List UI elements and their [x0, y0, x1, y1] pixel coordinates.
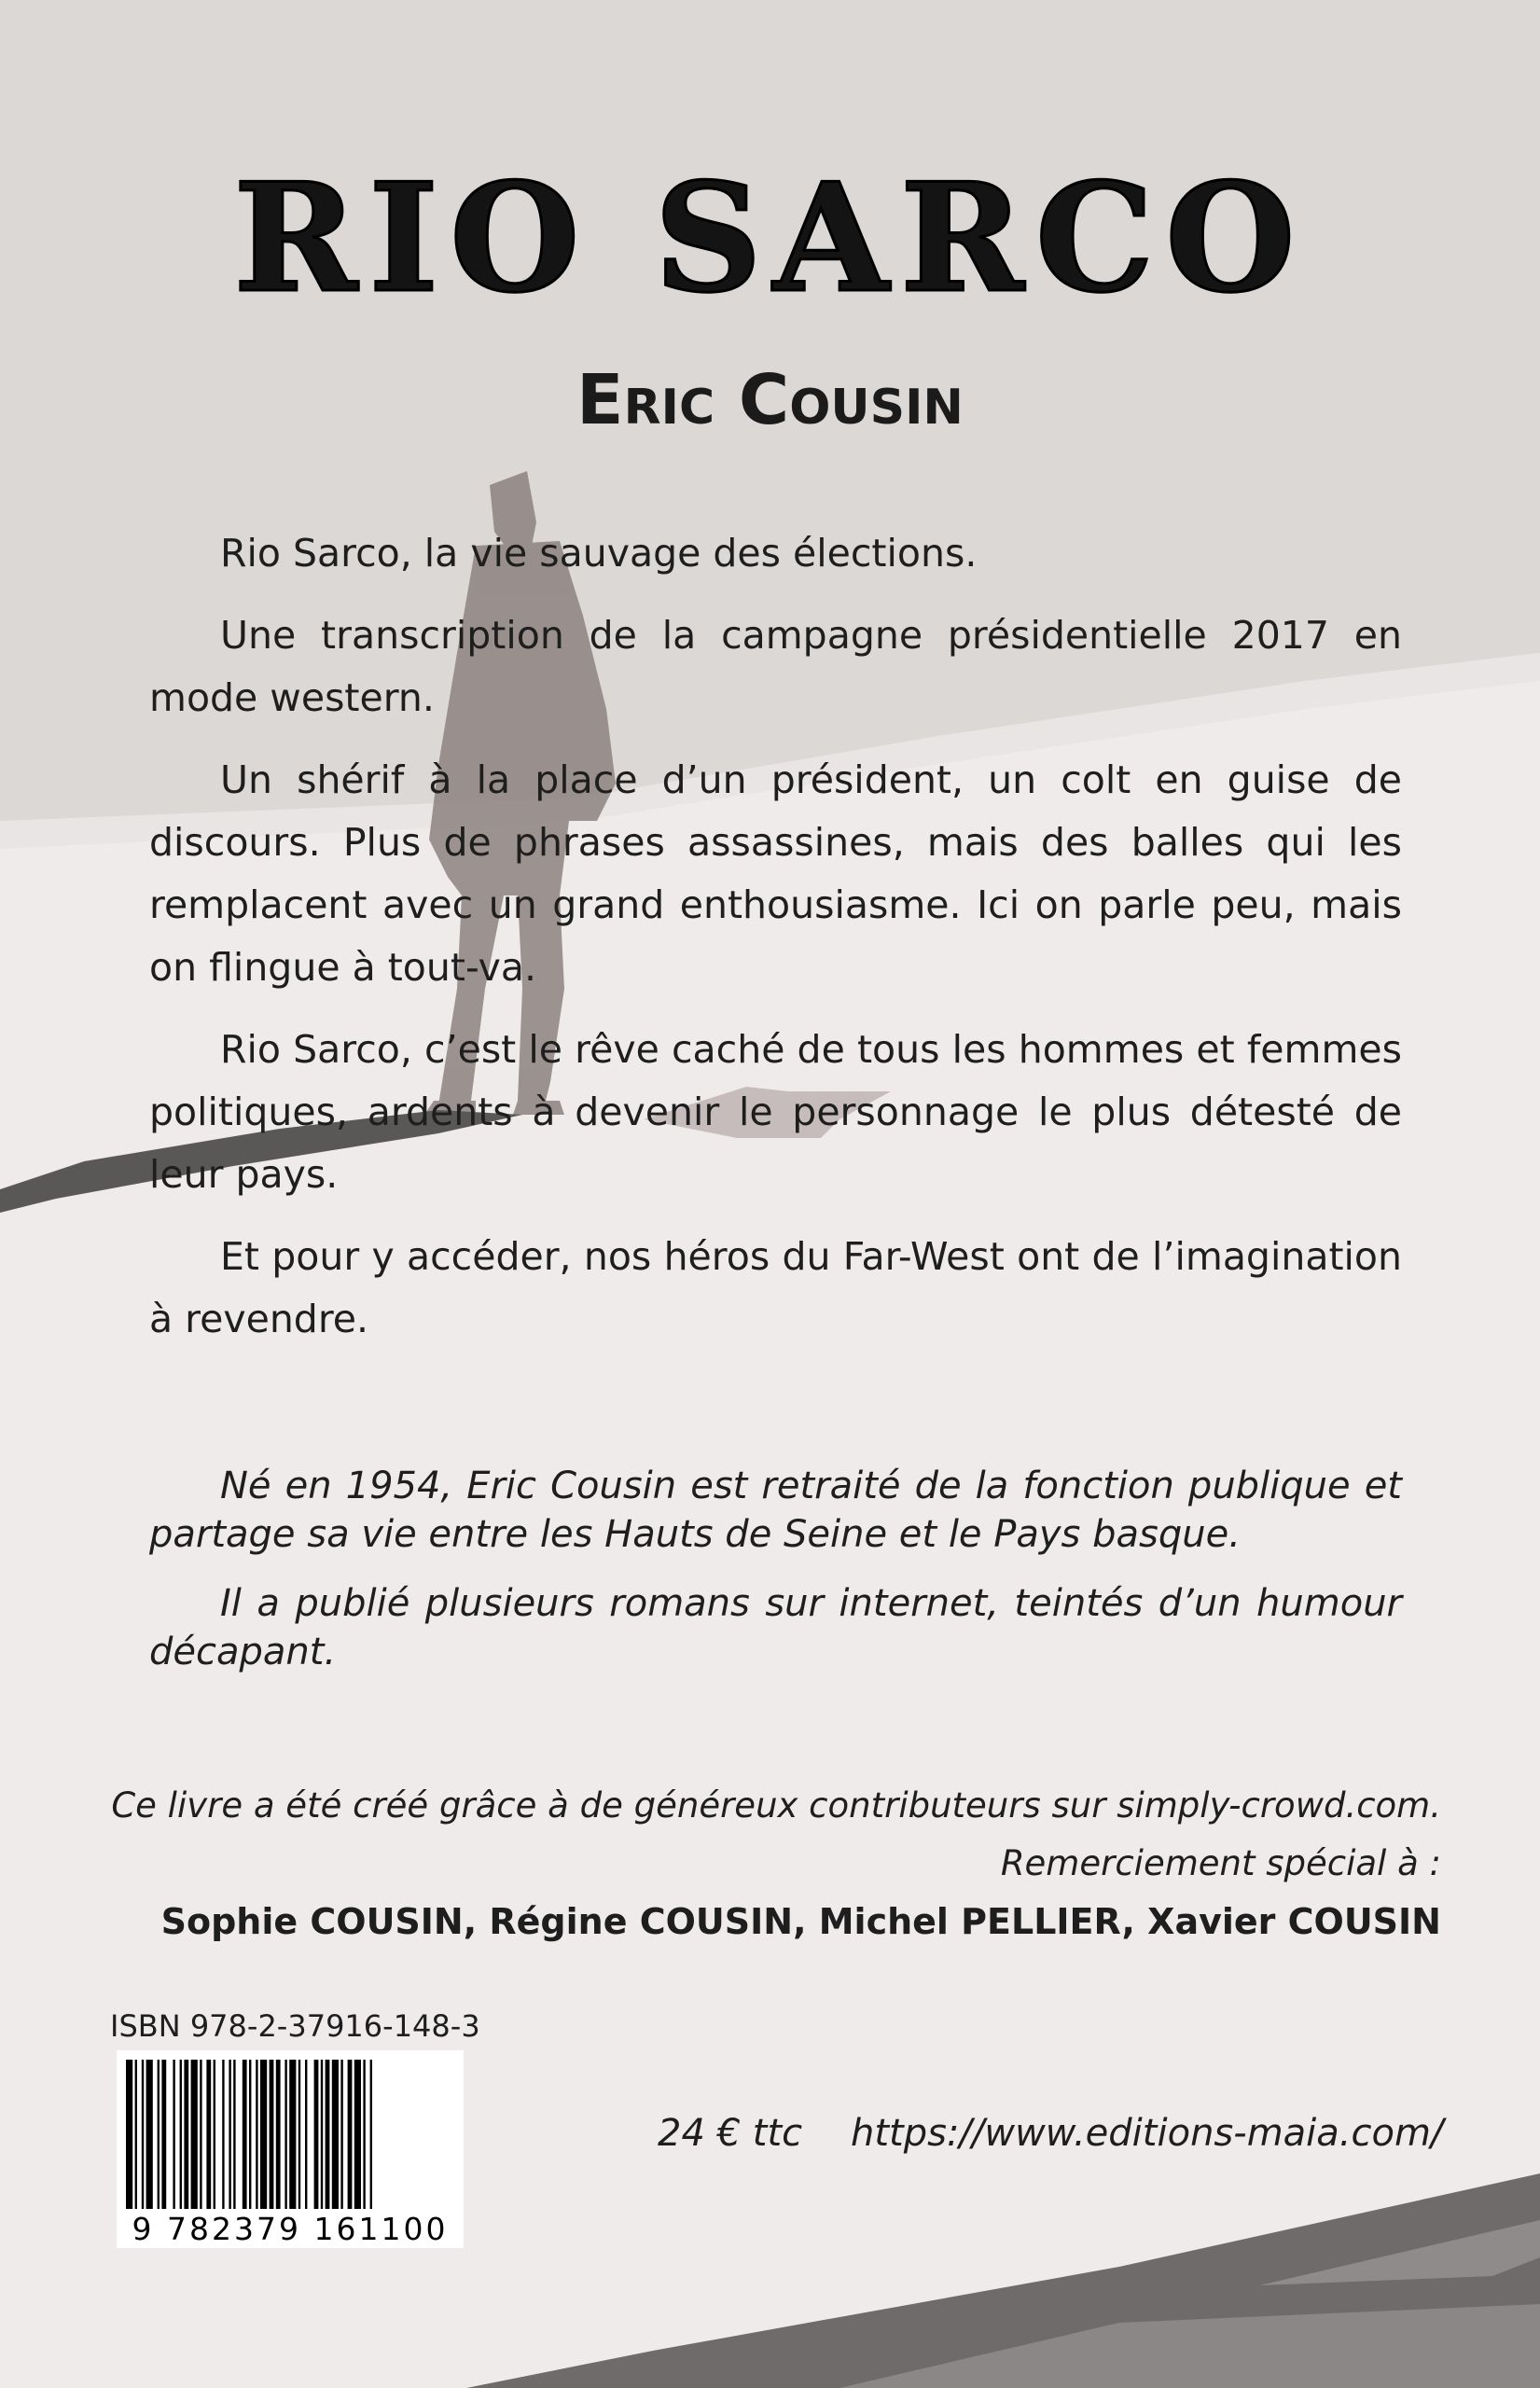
- synopsis-paragraph: Une transcription de la campagne présidentielle 2017 en mode western.: [149, 613, 1402, 720]
- barcode-bar: [243, 2060, 247, 2209]
- barcode-bar: [326, 2060, 330, 2209]
- barcode-bar: [184, 2060, 188, 2209]
- credits: [111, 1777, 1441, 1951]
- barcode-bar: [214, 2060, 215, 2209]
- barcode-bar: [363, 2060, 365, 2209]
- barcode-bar: [158, 2060, 160, 2209]
- synopsis-paragraph: Un shérif à la place d’un président, un colt en guise de discours. Plus de phrases assassines, mais des balles qui les remplacent avec un grand enthousiasme. Ici on parle peu, mais on flingue à tout-va.: [149, 757, 1402, 990]
- barcode-bar: [146, 2060, 153, 2209]
- barcode-bar: [126, 2060, 132, 2209]
- publisher-website[interactable]: https://www.editions-maia.com/: [851, 2112, 1444, 2155]
- barcode-bar: [173, 2060, 174, 2209]
- barcode-bar: [260, 2060, 267, 2209]
- barcode-bar: [233, 2060, 235, 2209]
- barcode-bar: [321, 2060, 323, 2209]
- barcode-bar: [332, 2060, 339, 2209]
- barcode-bar: [340, 2060, 342, 2209]
- isbn: ISBN 978-2-37916-148-3: [110, 2008, 480, 2044]
- barcode-bar: [270, 2060, 274, 2209]
- barcode-bars: [126, 2060, 454, 2209]
- bio-paragraph: Né en 1954, Eric Cousin est retraité de la fonction publique et partage sa vie entre les Hauts de Seine et le Pays basque.: [149, 1465, 1402, 1556]
- barcode-bar: [222, 2060, 224, 2209]
- barcode-bar: [249, 2060, 251, 2209]
- barcode-bar: [142, 2060, 144, 2209]
- barcode-bar: [276, 2060, 281, 2209]
- barcode-bar: [348, 2060, 353, 2209]
- barcode-bar: [135, 2060, 137, 2209]
- synopsis-paragraph: Et pour y accéder, nos héros du Far-West ont de l’imagination à revendre.: [149, 1234, 1402, 1341]
- barcode-bar: [305, 2060, 307, 2209]
- barcode-bar: [284, 2060, 286, 2209]
- thanks-names: Sophie COUSIN, Régine COUSIN, Michel PELLIER, Xavier COUSIN: [160, 1901, 1441, 1942]
- barcode-bar: [298, 2060, 300, 2209]
- barcode-bar: [206, 2060, 211, 2209]
- barcode-bar: [161, 2060, 166, 2209]
- book-author: Eric Cousin: [576, 360, 964, 440]
- crowdfunding-note: Ce livre a été créé grâce à de généreux contributeurs sur simply-crowd.com.: [111, 1785, 1441, 1826]
- barcode-bar: [256, 2060, 257, 2209]
- book-title: RIO SARCO: [233, 150, 1307, 326]
- barcode-bar: [229, 2060, 230, 2209]
- synopsis-paragraph: Rio Sarco, c’est le rêve caché de tous les hommes et femmes politiques, ardents à devenir le personnage le plus détesté de leur pays.: [149, 1027, 1402, 1197]
- barcode-bar: [180, 2060, 182, 2209]
- price: 24 € ttc: [658, 2112, 803, 2155]
- bio-paragraph: Il a publié plusieurs romans sur internet, teintés d’un humour décapant.: [149, 1582, 1402, 1673]
- barcode-bar: [191, 2060, 198, 2209]
- barcode: [117, 2050, 464, 2248]
- thanks-heading: Remerciement spécial à :: [1000, 1843, 1441, 1883]
- synopsis-paragraph: Rio Sarco, la vie sauvage des élections.: [220, 531, 978, 576]
- barcode-bar: [354, 2060, 361, 2209]
- barcode-bar: [370, 2060, 372, 2209]
- synopsis: [149, 522, 1402, 1351]
- barcode-bar: [200, 2060, 201, 2209]
- barcode-number: 9 782379 161100: [132, 2211, 449, 2247]
- barcode-bar: [314, 2060, 319, 2209]
- author-bio: [149, 1462, 1402, 1676]
- barcode-bar: [289, 2060, 296, 2209]
